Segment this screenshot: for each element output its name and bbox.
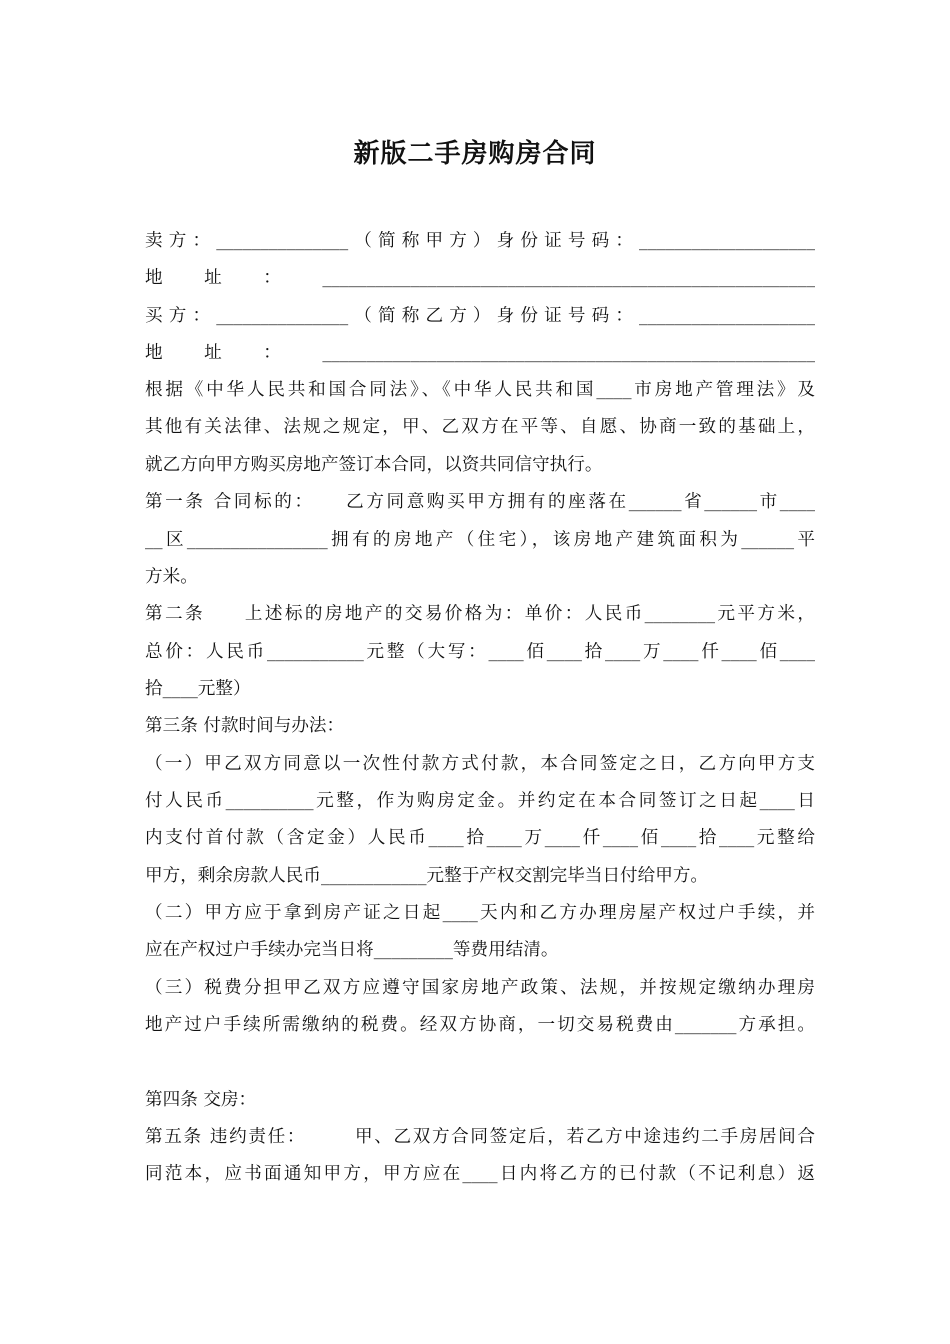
article-1-line-2: __区________________拥有的房地产（住宅），该房地产建筑面积为______平 xyxy=(145,530,815,550)
article-5-line-1: 第五条 违约责任： 甲、乙双方合同签定后，若乙方中途违约二手房居间合 xyxy=(145,1127,815,1147)
article-5-line-2: 同范本，应书面通知甲方，甲方应在____日内将乙方的已付款（不记利息）返 xyxy=(145,1164,815,1184)
article-3-clause-2-line-1: （二）甲方应于拿到房产证之日起____天内和乙方办理房屋产权过户手续，并 xyxy=(145,903,815,923)
article-2-line-3: 拾____元整） xyxy=(145,679,251,699)
buyer-line: 买方：_______________（简称乙方）身份证号码：____________________ xyxy=(145,306,815,326)
article-3-clause-1-line-2: 付人民币__________元整，作为购房定金。并约定在本合同签订之日起____日 xyxy=(145,791,815,811)
preamble-line-2: 其他有关法律、法规之规定，甲、乙双方在平等、自愿、协商一致的基础上， xyxy=(145,417,815,437)
seller-line: 卖方：_______________（简称甲方）身份证号码：____________________ xyxy=(145,231,815,251)
article-4-heading: 第四条 交房： xyxy=(145,1090,257,1110)
article-3-clause-3-line-2: 地产过户手续所需缴纳的税费。经双方协商，一切交易税费由_______方承担。 xyxy=(145,1015,815,1035)
preamble-line-3: 就乙方向甲方购买房地产签订本合同，以资共同信守执行。 xyxy=(145,455,603,475)
article-3-heading: 第三条 付款时间与办法： xyxy=(145,716,345,736)
document-title: 新版二手房购房合同 xyxy=(353,139,597,169)
article-1-line-1: 第一条 合同标的： 乙方同意购买甲方拥有的座落在______省______市____ xyxy=(145,492,815,512)
article-3-clause-1-line-1: （一）甲乙双方同意以一次性付款方式付款，本合同签定之日，乙方向甲方支 xyxy=(145,754,815,774)
preamble-line-1: 根据《中华人民共和国合同法》、《中华人民共和国____市房地产管理法》及 xyxy=(145,380,815,400)
article-3-clause-2-line-2: 应在产权过户手续办完当日将_________等费用结清。 xyxy=(145,940,559,960)
article-2-line-2: 总价：人民币___________元整（大写：____佰____拾____万____仟____佰____ xyxy=(145,642,815,662)
article-3-clause-1-line-3: 内支付首付款（含定金）人民币____拾____万____仟____佰____拾____元整给 xyxy=(145,828,815,848)
buyer-address-line: 地 址 ： ________________________________________________________ xyxy=(145,343,815,363)
article-1-line-3: 方米。 xyxy=(145,567,198,587)
article-3-clause-3-line-1: （三）税费分担甲乙双方应遵守国家房地产政策、法规，并按规定缴纳办理房 xyxy=(145,978,815,998)
seller-address-line: 地 址 ： ________________________________________________________ xyxy=(145,268,815,288)
article-2-line-1: 第二条 上述标的房地产的交易价格为：单价：人民币________元平方米， xyxy=(145,604,815,624)
article-3-clause-1-line-4: 甲方，剩余房款人民币____________元整于产权交割完毕当日付给甲方。 xyxy=(145,866,709,886)
